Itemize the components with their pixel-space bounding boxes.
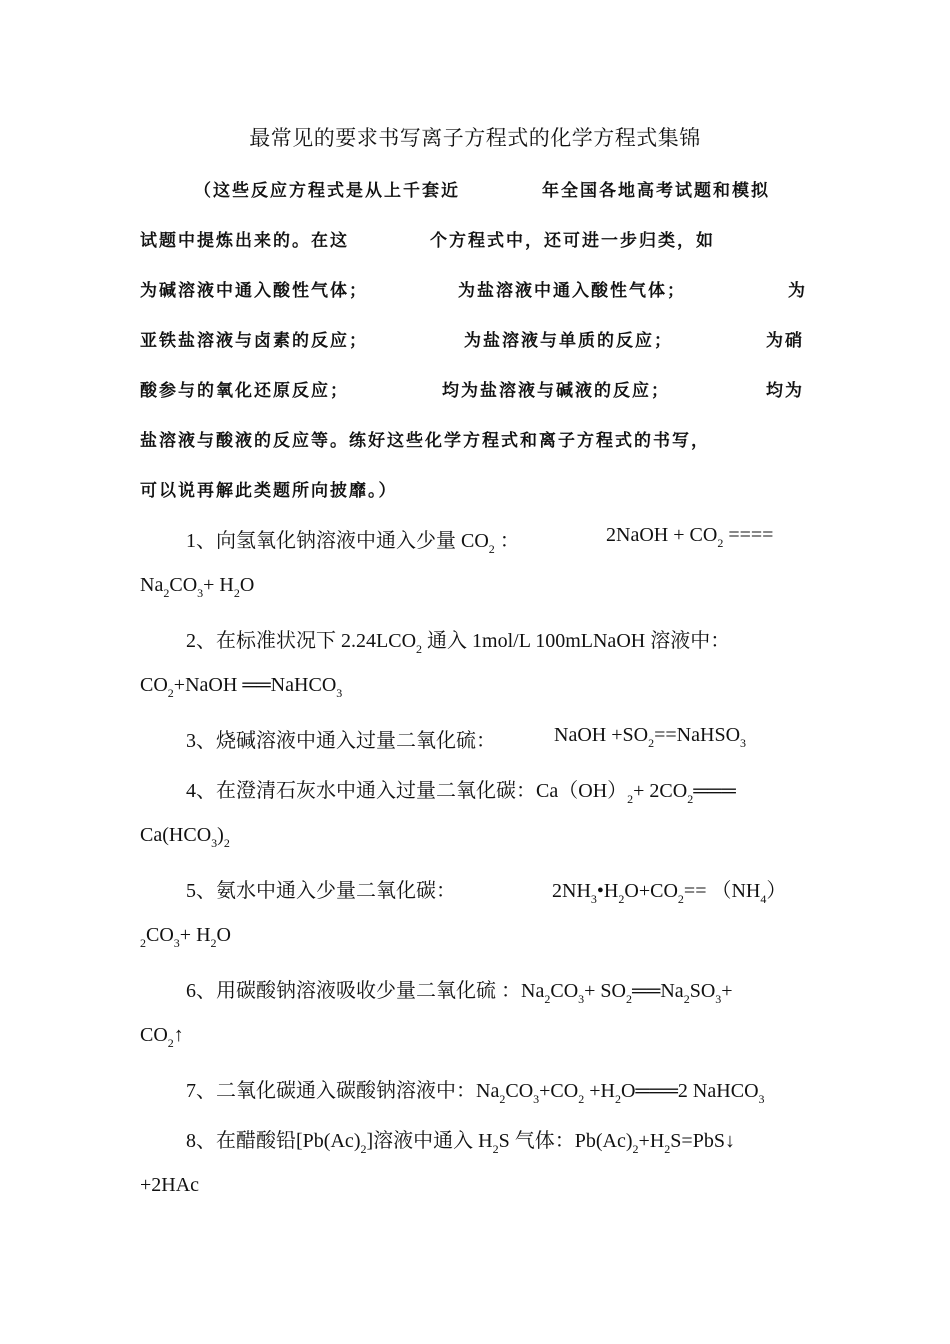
equation-formula-cont: $Ca(HCO_3)_2$ <box>140 824 230 850</box>
equation-label: 1、向氢氧化钠溶液中通入少量 $CO_2$ ： <box>186 530 520 556</box>
equation-formula: $2NH_3•H_2O+CO_2== (NH_4)$ <box>552 880 787 906</box>
intro-text: （这些反应方程式是从上千套近 <box>194 181 460 201</box>
equation-formula: NaOH $+SO_2==NaHSO_3$ <box>554 724 747 750</box>
page-title: 最常见的要求书写离子方程式的化学方程式集锦 <box>249 126 701 150</box>
equation-label: 2、在标准状况下 $2.24LCO_2$ 通入 1mol/L 100mLNaOH 溶液中： <box>186 630 731 656</box>
intro-text: 可以说再解此类题所向披靡。） <box>140 481 398 501</box>
equation-formula-cont: $Na_2CO_3+ H_2O$ <box>140 574 255 600</box>
intro-text: 年全国各地高考试题和模拟 <box>542 181 770 201</box>
equation-formula-cont: $_2CO_3+ H_2O$ <box>140 924 231 950</box>
intro-text: 为盐溶液与单质的反应； <box>464 331 673 351</box>
intro-text: 为碱溶液中通入酸性气体； <box>140 281 368 301</box>
equation-formula: 2NaOH + $CO_2$ ==== <box>606 524 774 550</box>
equation-label: 5、氨水中通入少量二氧化碳： <box>186 880 456 902</box>
intro-text: 试题中提炼出来的。在这 <box>140 231 349 251</box>
intro-text: 为盐溶液中通入酸性气体； <box>458 281 686 301</box>
equation-formula-cont: $CO_2↑$ <box>140 1024 184 1050</box>
equation-label: 3、烧碱溶液中通入过量二氧化硫： <box>186 730 496 752</box>
intro-text: 亚铁盐溶液与卤素的反应； <box>140 331 368 351</box>
intro-text: 均为盐溶液与碱液的反应； <box>442 381 670 401</box>
equation-label: 6、用碳酸钠溶液吸收少量二氧化硫 ：$Na_2CO_3+$ $SO_2══Na_2SO_3+$ <box>186 980 733 1006</box>
intro-text: 均为 <box>766 381 804 401</box>
equation-formula-cont: $CO_2+NaOH$ ══NaHCO$_3$ <box>140 674 343 700</box>
intro-text: 个方程式中，还可进一步归类，如 <box>430 231 715 251</box>
equation-formula-cont: +2HAc <box>140 1174 200 1196</box>
intro-text: 为硝 <box>766 331 804 351</box>
equation-label: 4、在澄清石灰水中通入过量二氧化碳：$Ca(OH)_2+$ $2CO_2═══$ <box>186 780 736 806</box>
intro-text: 盐溶液与酸液的反应等。练好这些化学方程式和离子方程式的书写， <box>140 431 710 451</box>
intro-text: 为 <box>788 281 807 301</box>
intro-text: 酸参与的氧化还原反应； <box>140 381 349 401</box>
equation-label: 8、在醋酸铅$[Pb(Ac)_2]$溶液中通入 $H_2S$ 气体：$Pb(Ac)_2+H_2S=PbS↓$ <box>186 1130 735 1156</box>
equation-label: 7、二氧化碳通入碳酸钠溶液中：$Na_2CO_3+CO_2$ $+H_2O═══2$ NaHCO$_3$ <box>186 1080 765 1106</box>
